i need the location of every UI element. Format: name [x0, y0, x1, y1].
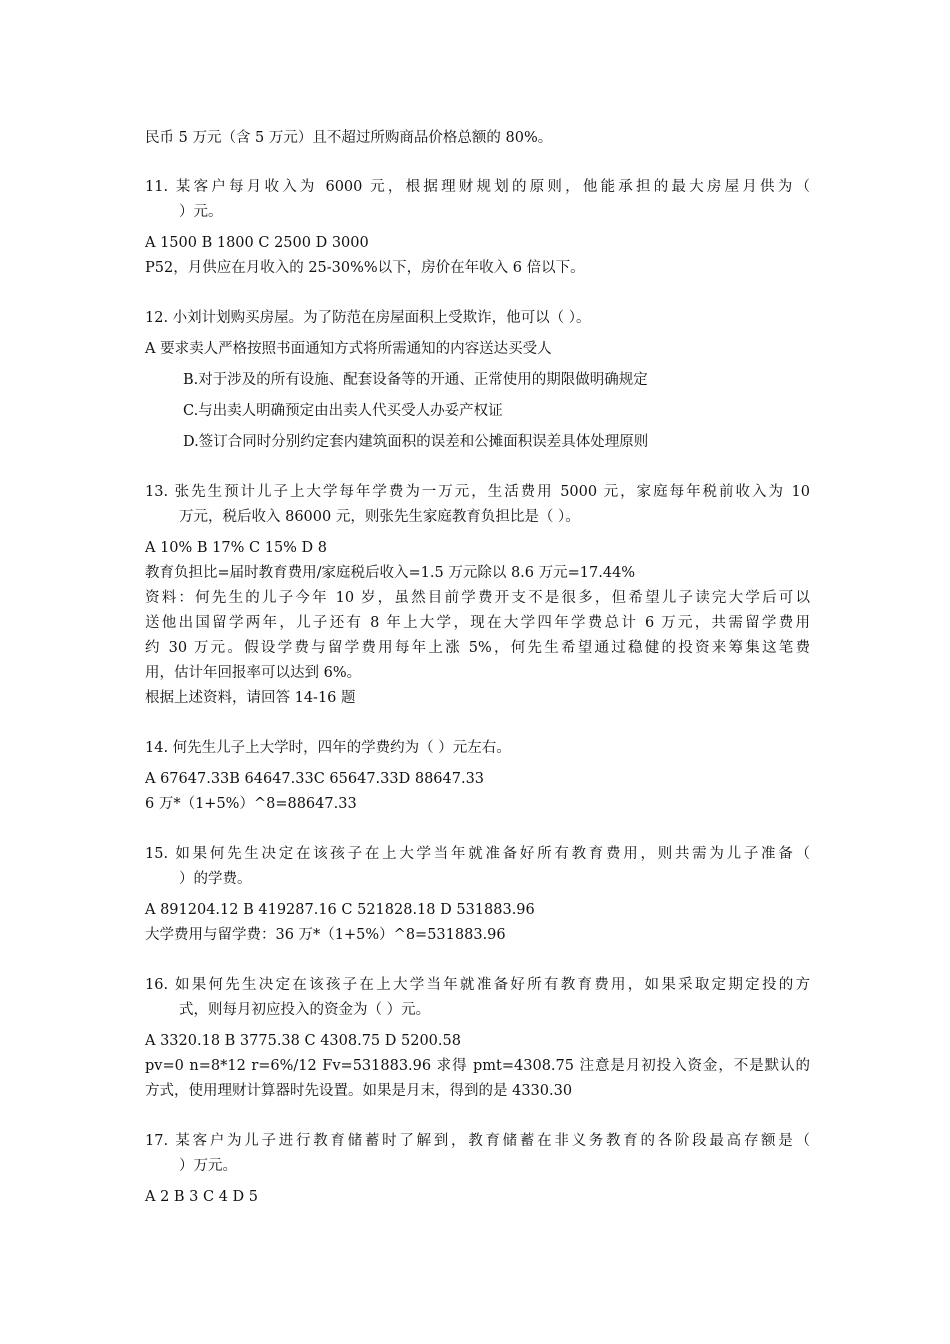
options-14: A 67647.33B 64647.33C 65647.33D 88647.33	[145, 771, 485, 787]
question-16: 16. 如果何先生决定在该孩子在上大学当年就准备好所有教育费用，如果采取定期定投的方	[145, 977, 810, 993]
text-line: ）万元。	[179, 1158, 237, 1174]
material-paragraph: 送他出国留学两年，儿子还有 8 年上大学，现在大学四年学费总计 6 万元，共需留学费用	[145, 615, 810, 631]
question-14: 14. 何先生儿子上大学时，四年的学费约为（ ）元左右。	[145, 740, 511, 756]
question-13: 13. 张先生预计儿子上大学每年学费为一万元，生活费用 5000 元，家庭每年税前收入为 10	[145, 484, 810, 500]
options-11: A 1500 B 1800 C 2500 D 3000	[145, 235, 369, 251]
answer-note-13: 教育负担比=届时教育费用/家庭税后收入=1.5 万元除以 8.6 万元=17.44%	[145, 565, 636, 581]
options-15: A 891204.12 B 419287.16 C 521828.18 D 531883.96	[145, 902, 535, 918]
options-13: A 10% B 17% C 15% D 8	[145, 540, 328, 556]
options-16: A 3320.18 B 3775.38 C 4308.75 D 5200.58	[145, 1033, 461, 1049]
text-line: 式，则每月初应投入的资金为（ ）元。	[179, 1002, 431, 1018]
material-paragraph: 资料：何先生的儿子今年 10 岁，虽然目前学费开支不是很多，但希望儿子读完大学后可以	[145, 590, 810, 606]
question-17: 17. 某客户为儿子进行教育储蓄时了解到，教育储蓄在非义务教育的各阶段最高存额是（	[145, 1133, 810, 1149]
option-12-d: D.签订合同时分别约定套内建筑面积的误差和公摊面积误差具体处理原则	[183, 434, 649, 450]
answer-note-15: 大学费用与留学费：36 万*（1+5%）^8=531883.96	[145, 927, 506, 943]
material-paragraph: 用，估计年回报率可以达到 6%。	[145, 665, 362, 681]
question-15: 15. 如果何先生决定在该孩子在上大学当年就准备好所有教育费用，则共需为儿子准备（	[145, 846, 810, 862]
answer-note-11: P52，月供应在月收入的 25-30%%以下，房价在年收入 6 倍以下。	[145, 260, 585, 276]
text-line: ）元。	[179, 204, 223, 220]
instruction-line: 根据上述资料，请回答 14-16 题	[145, 690, 356, 706]
option-12-b: B.对于涉及的所有设施、配套设备等的开通、正常使用的期限做明确规定	[183, 372, 648, 388]
option-12-a: A 要求卖人严格按照书面通知方式将所需通知的内容送达买受人	[145, 341, 552, 357]
answer-note-14: 6 万*（1+5%）^8=88647.33	[145, 796, 357, 812]
options-17: A 2 B 3 C 4 D 5	[145, 1189, 259, 1205]
answer-note-16: 方式，使用理财计算器时先设置。如果是月末，得到的是 4330.30	[145, 1083, 573, 1099]
question-12: 12. 小刘计划购买房屋。为了防范在房屋面积上受欺诈，他可以（ ）。	[145, 310, 591, 326]
text-line: ）的学费。	[179, 871, 252, 887]
text-line: 民币 5 万元（含 5 万元）且不超过所购商品价格总额的 80%。	[145, 130, 553, 146]
text-line: 万元，税后收入 86000 元，则张先生家庭教育负担比是（ ）。	[179, 509, 580, 525]
answer-note-16: pv=0 n=8*12 r=6%/12 Fv=531883.96 求得 pmt=4308.75 注意是月初投入资金，不是默认的	[145, 1058, 810, 1074]
option-12-c: C.与出卖人明确预定由出卖人代买受人办妥产权证	[183, 403, 503, 419]
question-11: 11. 某客户每月收入为 6000 元，根据理财规划的原则，他能承担的最大房屋月供为（	[145, 179, 810, 195]
material-paragraph: 约 30 万元。假设学费与留学费用每年上涨 5%，何先生希望通过稳健的投资来筹集这笔费	[145, 640, 810, 656]
